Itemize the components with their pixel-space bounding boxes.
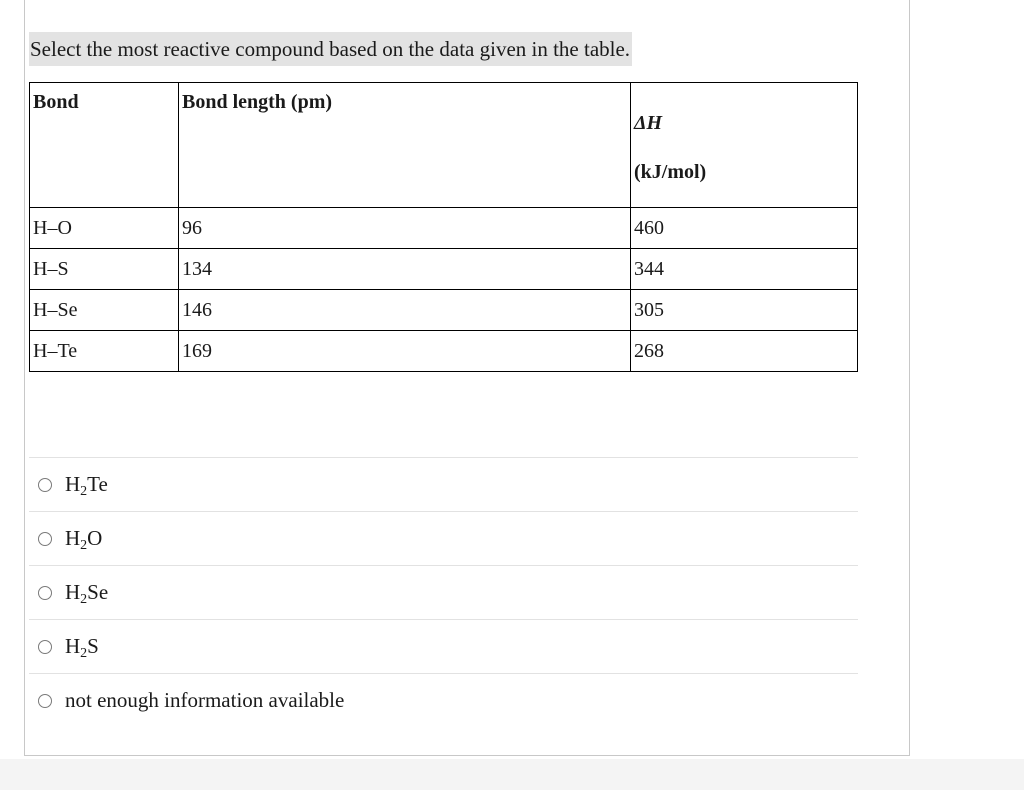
cell-length: 134 bbox=[179, 249, 631, 290]
question-prompt: Select the most reactive compound based on the data given in the table. bbox=[29, 32, 632, 66]
cell-length: 169 bbox=[179, 331, 631, 372]
cell-enthalpy: 344 bbox=[631, 249, 858, 290]
table-header-row bbox=[30, 83, 858, 208]
header-bond: Bond bbox=[30, 83, 179, 208]
header-enthalpy-unit: (kJ/mol) bbox=[634, 161, 707, 183]
option-label: $H_2Se$ bbox=[65, 580, 109, 607]
option-label: $H_2Te$ bbox=[65, 472, 108, 499]
radio-button[interactable] bbox=[38, 694, 52, 708]
answer-options bbox=[29, 457, 858, 727]
cell-bond: H–Se bbox=[30, 290, 179, 331]
cell-bond: H–Te bbox=[30, 331, 179, 372]
option-label: $H_2S$ bbox=[65, 634, 99, 661]
header-enthalpy-symbol: ΔH bbox=[634, 112, 663, 134]
table-row bbox=[30, 290, 858, 331]
cell-length: 146 bbox=[179, 290, 631, 331]
table-row bbox=[30, 331, 858, 372]
cell-length: 96 bbox=[179, 208, 631, 249]
cell-enthalpy: 460 bbox=[631, 208, 858, 249]
option-label: $H_2O$ bbox=[65, 526, 103, 553]
bond-data-table bbox=[29, 82, 858, 372]
cell-enthalpy: 268 bbox=[631, 331, 858, 372]
option-h2se[interactable] bbox=[29, 565, 858, 619]
option-h2s[interactable] bbox=[29, 619, 858, 673]
radio-button[interactable] bbox=[38, 586, 52, 600]
option-label: not enough information available bbox=[65, 688, 345, 712]
option-h2te[interactable] bbox=[29, 457, 858, 511]
radio-button[interactable] bbox=[38, 640, 52, 654]
option-h2o[interactable] bbox=[29, 511, 858, 565]
table-row bbox=[30, 249, 858, 290]
table-row bbox=[30, 208, 858, 249]
cell-bond: H–S bbox=[30, 249, 179, 290]
radio-button[interactable] bbox=[38, 478, 52, 492]
cell-enthalpy: 305 bbox=[631, 290, 858, 331]
page-footer-strip bbox=[0, 759, 1024, 790]
header-bond-length: Bond length (pm) bbox=[179, 83, 631, 208]
header-enthalpy bbox=[631, 83, 858, 208]
option-not-enough-info[interactable] bbox=[29, 673, 858, 727]
radio-button[interactable] bbox=[38, 532, 52, 546]
cell-bond: H–O bbox=[30, 208, 179, 249]
